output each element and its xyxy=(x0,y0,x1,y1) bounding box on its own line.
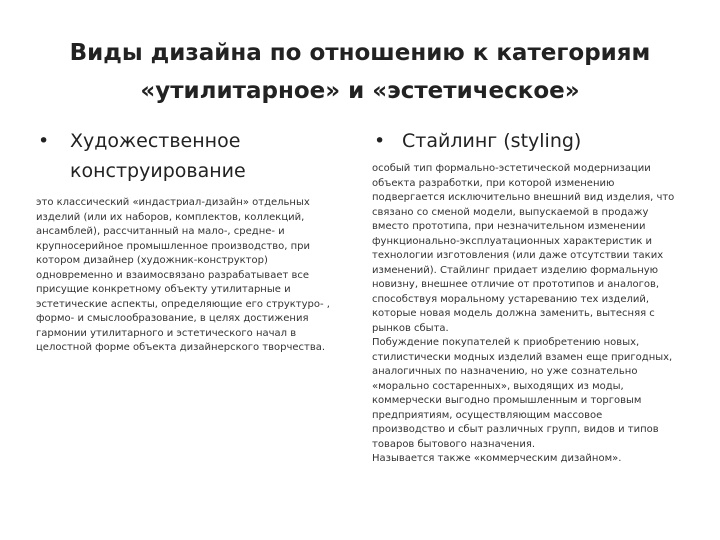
left-body-text xyxy=(36,196,346,356)
right-paragraph-1: особый тип формально-эстетической модернизации объекта разработки, при которой изменению подвергается исключительно внешний вид изделия, что связано со сменой модели, выпускаемой в продажу вместо прототипа, при незначительном изменении функционально-эксплуатационных характеристик и технологии изготовления (или даже отсутствии таких изменений). Стайлинг придает изделию формальную новизну, внешнее отличие от прототипов и аналогов, способствуя моральному устареванию тех изделий, которые новая модель должна заменить, вытесняя с рынков сбыта. xyxy=(372,163,675,334)
left-column xyxy=(36,126,346,356)
left-bullet-heading xyxy=(36,126,346,186)
right-bullet-heading xyxy=(372,126,677,156)
left-heading-line-2: конструирование xyxy=(70,160,246,182)
right-paragraph-3: Называется также «коммерческим дизайном». xyxy=(372,453,622,464)
right-heading: Стайлинг (styling) xyxy=(402,130,582,152)
right-column xyxy=(372,126,677,467)
bullet-icon: • xyxy=(38,130,50,152)
left-heading-line-1: Художественное xyxy=(70,130,241,152)
left-paragraph: это классический «индастриал-дизайн» отдельных изделий (или их наборов, комплектов, коллекций, ансамблей), рассчитанный на мало-, средне- и крупносерийное промышленное производство, при котором дизайнер (художник-конструктор) одновременно и взаимосвязано разрабатывает все присущие конкретному объекту утилитарные и эстетические аспекты, определяющие его структуро- , формо- и смыслообразование, в целях достижения гармонии утилитарного и эстетического начал в целостной форме объекта дизайнерского творчества. xyxy=(36,197,330,353)
slide-title-line-1: Виды дизайна по отношению к категориям xyxy=(69,40,651,66)
slide-title-line-2: «утилитарное» и «эстетическое» xyxy=(140,78,580,104)
right-body-text xyxy=(372,162,677,467)
slide-title xyxy=(40,34,680,110)
right-paragraph-2: Побуждение покупателей к приобретению новых, стилистически модных изделий взамен еще пригодных, аналогичных по назначению, но уже сознательно «морально состаренных», выходящих из моды, коммерчески выгодно промышленным и торговым предприятиям, осуществляющим массовое производство и сбыт различных групп, видов и типов товаров бытового назначения. xyxy=(372,337,673,450)
bullet-icon: • xyxy=(374,130,386,152)
